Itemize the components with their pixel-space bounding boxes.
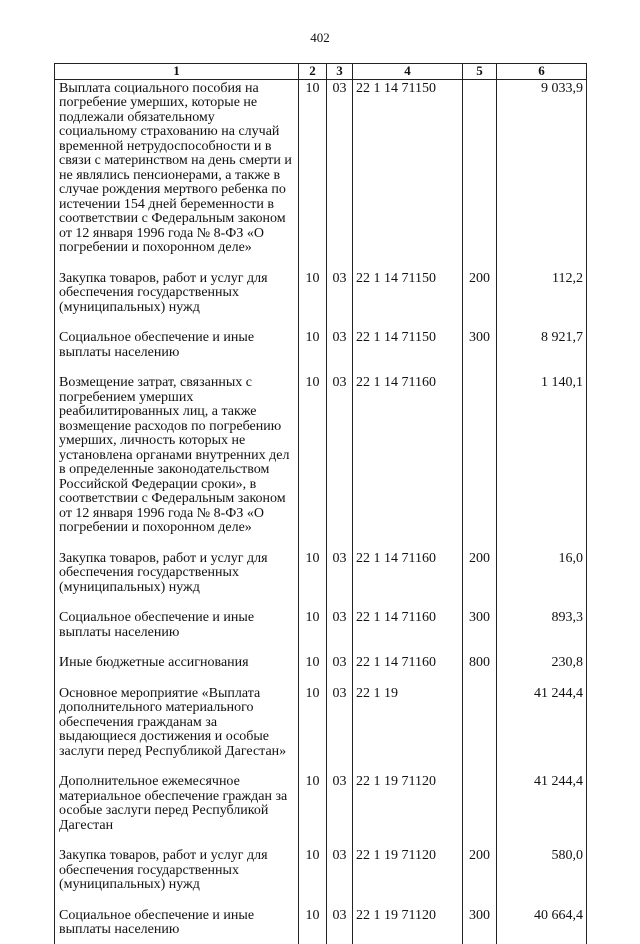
row-amount: 8 921,7 [497,331,587,376]
row-target-code: 22 1 19 71120 [353,909,463,944]
row-description: Дополнительное ежемесячное материальное обеспечение граждан за особые заслуги перед Республикой Дагестан [55,775,299,849]
row-section: 10 [299,775,327,849]
row-section: 10 [299,376,327,552]
table-row [55,611,587,656]
table-row [55,687,587,776]
row-description: Закупка товаров, работ и услуг для обеспечения государственных (муниципальных) нужд [55,552,299,612]
row-target-code: 22 1 14 71150 [353,272,463,332]
row-expense-type: 200 [463,552,497,612]
row-target-code: 22 1 14 71160 [353,376,463,552]
row-section: 10 [299,656,327,687]
row-description: Закупка товаров, работ и услуг для обеспечения государственных (муниципальных) нужд [55,849,299,909]
row-amount: 40 664,4 [497,909,587,944]
row-expense-type: 200 [463,272,497,332]
row-subsection: 03 [327,272,353,332]
row-expense-type: 300 [463,909,497,944]
row-expense-type: 800 [463,656,497,687]
row-target-code: 22 1 14 71150 [353,331,463,376]
col-header-6: 6 [497,64,587,80]
row-section: 10 [299,849,327,909]
row-expense-type: 300 [463,611,497,656]
row-expense-type [463,775,497,849]
row-subsection: 03 [327,909,353,944]
row-expense-type [463,376,497,552]
row-subsection: 03 [327,611,353,656]
table-row [55,775,587,849]
row-amount: 16,0 [497,552,587,612]
table-row [55,272,587,332]
row-description: Основное мероприятие «Выплата дополнительного материального обеспечения гражданам за выдающиеся достижения и особые заслуги перед Республикой Дагестан» [55,687,299,776]
row-amount: 580,0 [497,849,587,909]
row-amount: 41 244,4 [497,687,587,776]
row-description: Закупка товаров, работ и услуг для обеспечения государственных (муниципальных) нужд [55,272,299,332]
row-expense-type [463,79,497,272]
row-section: 10 [299,552,327,612]
row-target-code: 22 1 19 71120 [353,849,463,909]
col-header-5: 5 [463,64,497,80]
row-expense-type [463,687,497,776]
row-amount: 230,8 [497,656,587,687]
row-section: 10 [299,909,327,944]
table-row [55,909,587,944]
row-subsection: 03 [327,376,353,552]
row-subsection: 03 [327,79,353,272]
row-amount: 1 140,1 [497,376,587,552]
row-description: Социальное обеспечение и иные выплаты населению [55,331,299,376]
row-section: 10 [299,79,327,272]
row-amount: 893,3 [497,611,587,656]
budget-table [54,63,587,944]
row-subsection: 03 [327,552,353,612]
row-section: 10 [299,331,327,376]
row-description: Иные бюджетные ассигнования [55,656,299,687]
row-description: Возмещение затрат, связанных с погребением умерших реабилитированных лиц, а также возмещение расходов по погребению умерших, личность которых не установлена органами внутренних дел в определенные законодательством Российской Федерации сроки», в соответствии с Федеральным законом от 12 января 1996 года № 8-ФЗ «О погребении и похоронном деле» [55,376,299,552]
table-row [55,376,587,552]
row-description: Социальное обеспечение и иные выплаты населению [55,909,299,944]
col-header-1: 1 [55,64,299,80]
row-subsection: 03 [327,656,353,687]
table-row [55,849,587,909]
row-subsection: 03 [327,849,353,909]
row-target-code: 22 1 14 71160 [353,656,463,687]
row-description: Социальное обеспечение и иные выплаты населению [55,611,299,656]
page-number: 402 [310,30,330,45]
row-target-code: 22 1 14 71160 [353,552,463,612]
table-row [55,552,587,612]
row-target-code: 22 1 19 71120 [353,775,463,849]
row-amount: 9 033,9 [497,79,587,272]
row-section: 10 [299,687,327,776]
table-row [55,331,587,376]
row-expense-type: 200 [463,849,497,909]
row-description: Выплата социального пособия на погребение умерших, которые не подлежали обязательному социальному страхованию на случай временной нетрудоспособности и в связи с материнством на день смерти и не являлись пенсионерами, а также в случае рождения мертвого ребенка по истечении 154 дней беременности в соответствии с Федеральным законом от 12 января 1996 года № 8-ФЗ «О погребении и похоронном деле» [55,79,299,272]
row-expense-type: 300 [463,331,497,376]
col-header-2: 2 [299,64,327,80]
row-target-code: 22 1 14 71160 [353,611,463,656]
row-section: 10 [299,611,327,656]
row-subsection: 03 [327,775,353,849]
table-row [55,79,587,272]
row-section: 10 [299,272,327,332]
row-target-code: 22 1 14 71150 [353,79,463,272]
table-header-row [55,64,587,80]
row-amount: 112,2 [497,272,587,332]
row-amount: 41 244,4 [497,775,587,849]
table-row [55,656,587,687]
row-subsection: 03 [327,687,353,776]
col-header-4: 4 [353,64,463,80]
row-target-code: 22 1 19 [353,687,463,776]
col-header-3: 3 [327,64,353,80]
row-subsection: 03 [327,331,353,376]
